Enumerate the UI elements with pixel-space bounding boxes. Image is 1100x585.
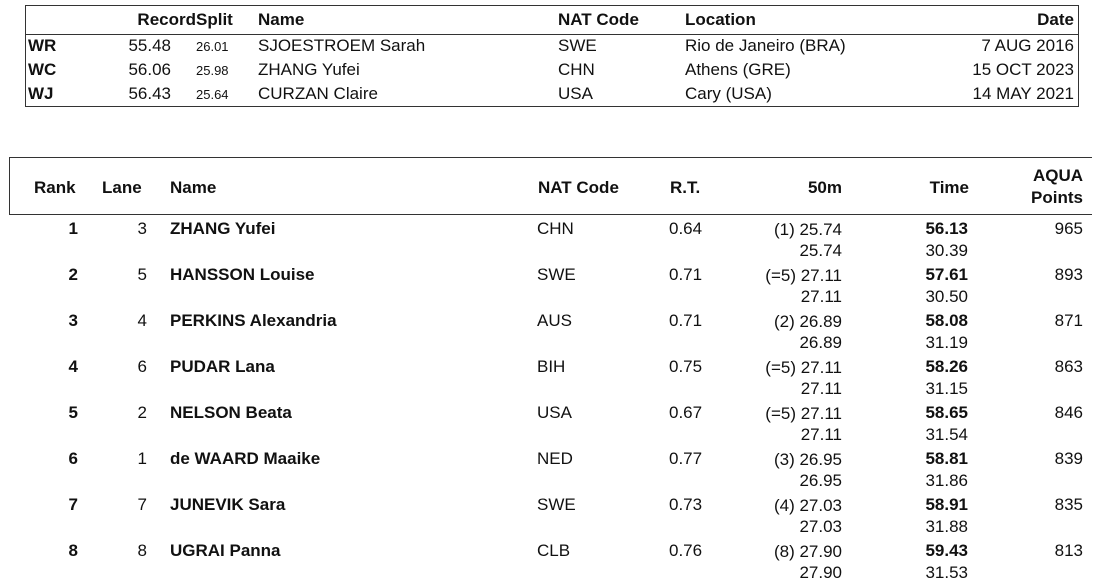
result-name: NELSON Beata (170, 403, 292, 422)
header-reaction-time: R.T. (670, 178, 701, 197)
result-nat-code: SWE (537, 265, 576, 284)
result-50m-cumulative: 27.11 (800, 425, 842, 444)
header-time: Time (929, 178, 969, 197)
record-nat-code: USA (558, 84, 593, 103)
record-row (26, 82, 1078, 106)
result-50m-split: (=5) 27.11 (765, 266, 842, 285)
result-second-split: 31.88 (925, 517, 968, 536)
record-code: WR (28, 36, 57, 55)
result-time: 58.26 (925, 357, 968, 376)
header-points: Points (1031, 188, 1083, 207)
header-date: Date (1037, 10, 1074, 29)
header-record: Record (137, 10, 196, 29)
result-second-split: 30.50 (925, 287, 968, 306)
header-name: Name (258, 10, 305, 29)
records-table (25, 5, 1079, 107)
result-50m-cumulative: 27.90 (799, 563, 842, 582)
result-rank: 2 (68, 265, 78, 284)
result-second-split: 31.15 (925, 379, 968, 398)
record-time: 56.43 (128, 84, 171, 103)
result-rank: 6 (68, 449, 78, 468)
result-aqua-points: 863 (1054, 357, 1083, 376)
result-row (0, 217, 1100, 263)
record-split: 26.01 (196, 39, 229, 54)
result-reaction-time: 0.76 (669, 541, 703, 560)
result-name: de WAARD Maaike (170, 449, 321, 468)
result-nat-code: BIH (537, 357, 566, 376)
results-header (9, 157, 1092, 215)
header-rank: Rank (34, 178, 76, 197)
result-rank: 8 (68, 541, 78, 560)
result-reaction-time: 0.71 (669, 265, 703, 284)
record-nat-code: SWE (558, 36, 597, 55)
record-name: CURZAN Claire (258, 84, 378, 103)
result-reaction-time: 0.75 (669, 357, 703, 376)
record-time: 56.06 (128, 60, 171, 79)
result-row (0, 263, 1100, 309)
result-reaction-time: 0.77 (669, 449, 703, 468)
result-name: HANSSON Louise (170, 265, 315, 284)
result-nat-code: CHN (537, 219, 574, 238)
record-row (26, 58, 1078, 82)
record-code: WJ (28, 84, 54, 103)
result-50m-split: (=5) 27.11 (765, 358, 842, 377)
result-time: 56.13 (925, 219, 968, 238)
header-location: Location (685, 10, 756, 29)
result-lane: 4 (137, 311, 147, 330)
record-name: SJOESTROEM Sarah (258, 36, 426, 55)
result-aqua-points: 813 (1054, 541, 1083, 560)
header-split: Split (196, 10, 233, 29)
result-50m-cumulative: 27.11 (800, 287, 842, 306)
result-50m-split: (4) 27.03 (773, 496, 842, 515)
result-50m-cumulative: 25.74 (799, 241, 842, 260)
result-nat-code: NED (537, 449, 573, 468)
record-location: Cary (USA) (685, 84, 772, 103)
result-lane: 8 (137, 541, 147, 560)
result-row (0, 447, 1100, 493)
record-location: Rio de Janeiro (BRA) (685, 36, 846, 55)
result-time: 58.65 (925, 403, 968, 422)
result-lane: 3 (137, 219, 147, 238)
result-time: 58.91 (925, 495, 968, 514)
record-date: 15 OCT 2023 (972, 60, 1074, 79)
result-time: 57.61 (925, 265, 968, 284)
result-name: PERKINS Alexandria (170, 311, 337, 330)
records-header (26, 6, 1078, 35)
result-nat-code: SWE (537, 495, 576, 514)
result-nat-code: AUS (537, 311, 572, 330)
record-name: ZHANG Yufei (258, 60, 360, 79)
result-name: JUNEVIK Sara (170, 495, 286, 514)
record-location: Athens (GRE) (685, 60, 791, 79)
result-row (0, 493, 1100, 539)
result-time: 58.08 (925, 311, 968, 330)
record-row (26, 34, 1078, 58)
header-nat-code: NAT Code (558, 10, 639, 29)
result-lane: 5 (137, 265, 147, 284)
header-lane: Lane (102, 178, 142, 197)
record-split: 25.98 (196, 63, 229, 78)
result-aqua-points: 965 (1054, 219, 1083, 238)
result-second-split: 31.86 (925, 471, 968, 490)
record-date: 14 MAY 2021 (972, 84, 1074, 103)
record-time: 55.48 (128, 36, 171, 55)
result-row (0, 355, 1100, 401)
result-50m-split: (3) 26.95 (773, 450, 842, 469)
header-name: Name (170, 178, 217, 197)
result-lane: 6 (137, 357, 147, 376)
result-row (0, 539, 1100, 585)
result-rank: 3 (68, 311, 78, 330)
result-aqua-points: 835 (1054, 495, 1083, 514)
result-row (0, 309, 1100, 355)
result-50m-split: (1) 25.74 (773, 220, 842, 239)
record-split: 25.64 (196, 87, 229, 102)
result-rank: 4 (68, 357, 78, 376)
header-50m: 50m (807, 178, 842, 197)
result-name: UGRAI Panna (170, 541, 281, 560)
record-nat-code: CHN (558, 60, 595, 79)
result-aqua-points: 871 (1054, 311, 1083, 330)
result-lane: 2 (137, 403, 147, 422)
header-nat-code: NAT Code (538, 178, 619, 197)
result-50m-split: (2) 26.89 (773, 312, 842, 331)
result-reaction-time: 0.73 (669, 495, 703, 514)
header-aqua: AQUA (1032, 166, 1083, 185)
result-row (0, 401, 1100, 447)
result-second-split: 31.19 (925, 333, 968, 352)
result-time: 59.43 (925, 541, 968, 560)
result-50m-split: (=5) 27.11 (765, 404, 842, 423)
result-aqua-points: 846 (1054, 403, 1083, 422)
result-50m-cumulative: 26.95 (799, 471, 842, 490)
result-aqua-points: 893 (1054, 265, 1083, 284)
result-50m-split: (8) 27.90 (773, 542, 842, 561)
result-reaction-time: 0.71 (669, 311, 703, 330)
result-second-split: 30.39 (925, 241, 968, 260)
result-second-split: 31.53 (925, 563, 968, 582)
result-second-split: 31.54 (925, 425, 968, 444)
result-lane: 7 (137, 495, 147, 514)
result-rank: 1 (68, 219, 78, 238)
result-50m-cumulative: 27.03 (799, 517, 842, 536)
record-date: 7 AUG 2016 (981, 36, 1074, 55)
result-name: PUDAR Lana (170, 357, 275, 376)
result-name: ZHANG Yufei (170, 219, 276, 238)
result-reaction-time: 0.64 (669, 219, 703, 238)
result-rank: 7 (68, 495, 78, 514)
result-lane: 1 (137, 449, 147, 468)
result-time: 58.81 (925, 449, 968, 468)
result-nat-code: CLB (537, 541, 571, 560)
result-aqua-points: 839 (1054, 449, 1083, 468)
result-50m-cumulative: 26.89 (799, 333, 842, 352)
record-code: WC (28, 60, 57, 79)
result-50m-cumulative: 27.11 (800, 379, 842, 398)
result-rank: 5 (68, 403, 78, 422)
result-nat-code: USA (537, 403, 572, 422)
result-reaction-time: 0.67 (669, 403, 703, 422)
